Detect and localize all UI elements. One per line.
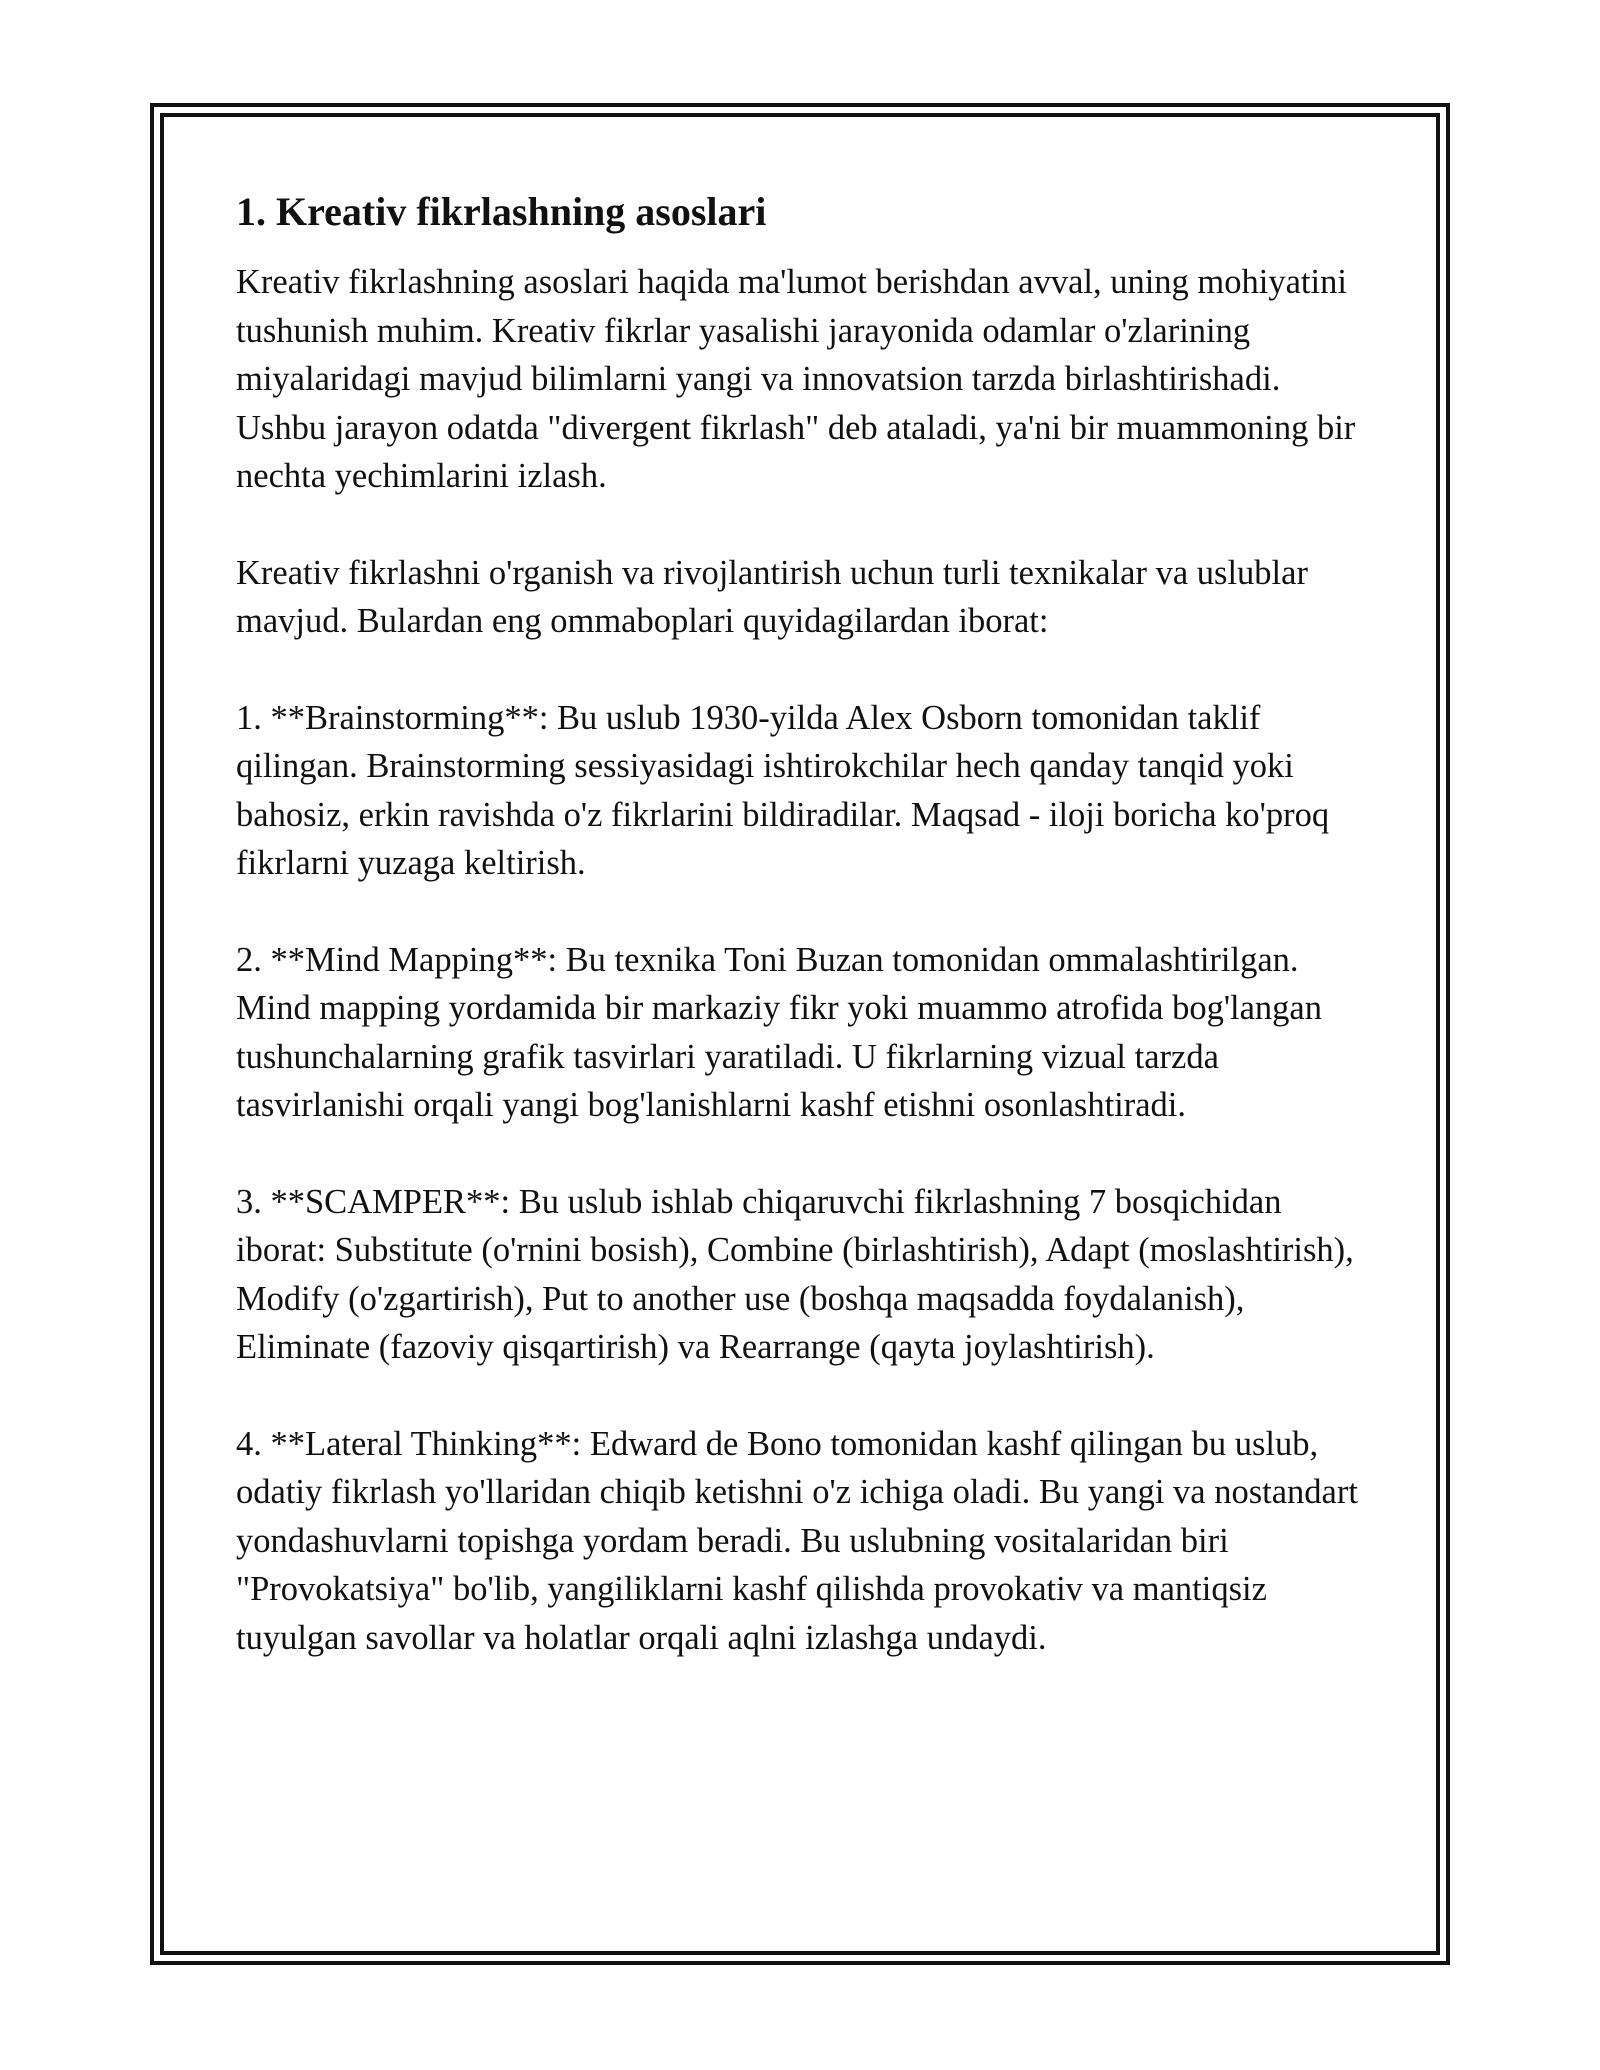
paragraph-intro: Kreativ fikrlashning asoslari haqida ma'lumot berishdan avval, uning mohiyatini tushunish muhim. Kreativ fikrlar yasalishi jarayonida odamlar o'zlarining miyalaridagi mavjud bilimlarni yangi va innovatsion tarzda birlashtirishadi. Ushbu jarayon odatda "divergent fikrlash" deb ataladi, ya'ni bir muammoning bir nechta yechimlarini izlash.	[236, 263, 1356, 495]
document-body	[236, 186, 1376, 1710]
paragraph-lateral-thinking: 4. **Lateral Thinking**: Edward de Bono tomonidan kashf qilingan bu uslub, odatiy fikrlash yo'llaridan chiqib ketishni o'z ichiga oladi. Bu yangi va nostandart yondashuvlarni topishga yordam beradi. Bu uslubning vositalaridan biri "Provokatsiya" bo'lib, yangiliklarni kashf qilishda provokativ va mantiqsiz tuyulgan savollar va holatlar orqali aqlni izlashga undaydi.	[236, 1424, 1358, 1657]
paragraph-techniques: Kreativ fikrlashni o'rganish va rivojlantirish uchun turli texnikalar va uslublar mavjud. Bulardan eng ommaboplari quyidagilardan iborat:	[236, 553, 1308, 640]
paragraph-scamper: 3. **SCAMPER**: Bu uslub ishlab chiqaruvchi fikrlashning 7 bosqichidan iborat: Substitute (o'rnini bosish), Combine (birlashtirish), Adapt (moslashtirish), Modify (o'zgartirish), Put to another use (boshqa maqsadda foydalanish), Eliminate (fazoviy qisqartirish) va Rearrange (qayta joylashtirish).	[236, 1182, 1354, 1366]
paragraph-mind-mapping: 2. **Mind Mapping**: Bu texnika Toni Buzan tomonidan ommalashtirilgan. Mind mapping yordamida bir markaziy fikr yoki muammo atrofida bog'langan tushunchalarning grafik tasvirlari yaratiladi. U fikrlarning vizual tarzda tasvirlanishi orqali yangi bog'lanishlarni kashf etishni osonlashtiradi.	[236, 940, 1322, 1124]
paragraph-brainstorming: 1. **Brainstorming**: Bu uslub 1930-yilda Alex Osborn tomonidan taklif qilingan. Brainstorming sessiyasidagi ishtirokchilar hech qanday tanqid yoki bahosiz, erkin ravishda o'z fikrlarini bildiradilar. Maqsad - iloji boricha ko'proq fikrlarni yuzaga keltirish.	[236, 698, 1330, 882]
section-heading: 1. Kreativ fikrlashning asoslari	[236, 189, 767, 234]
